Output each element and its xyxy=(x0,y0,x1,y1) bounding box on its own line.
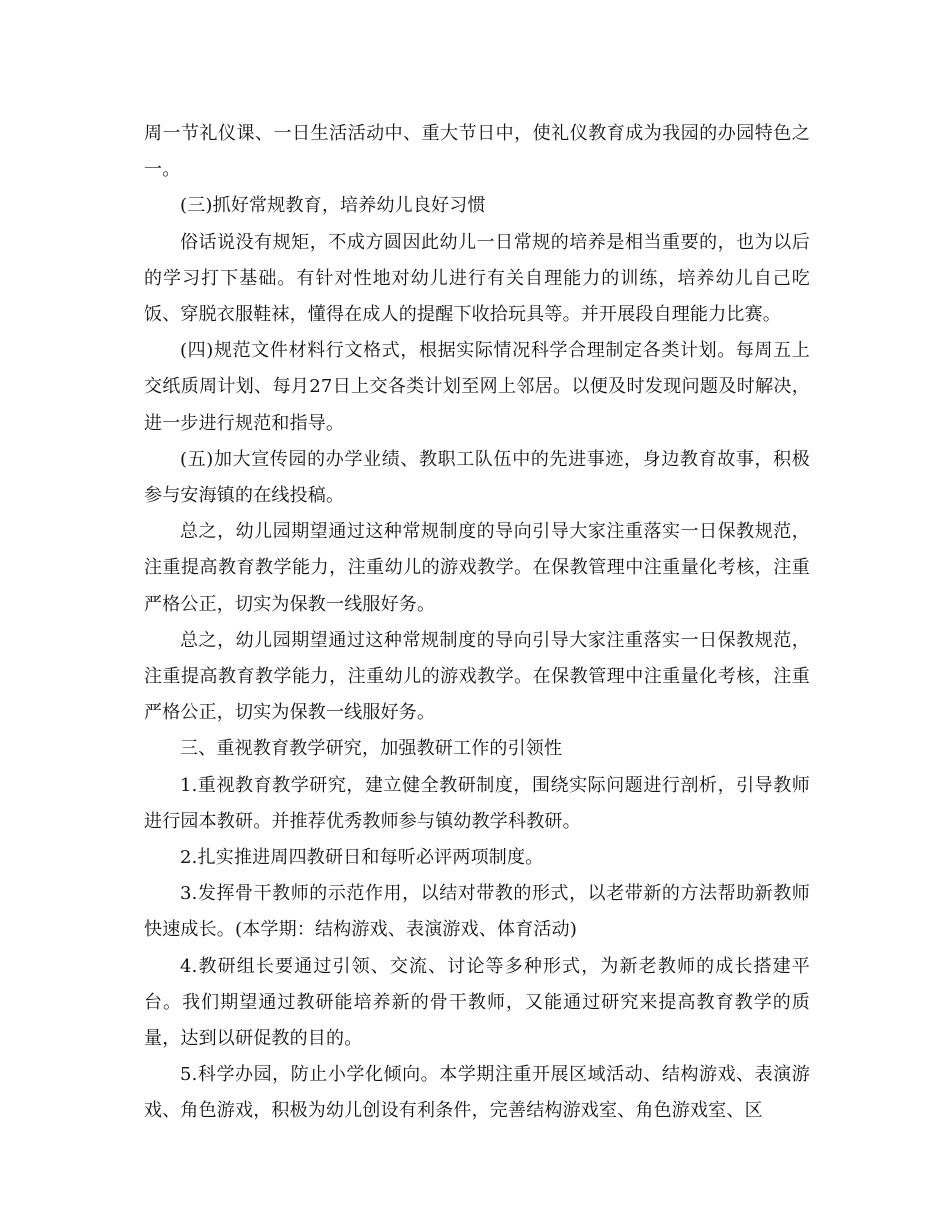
paragraph-2-heading: (三)抓好常规教育，培养幼儿良好习惯 xyxy=(180,195,486,217)
paragraph-1: 周一节礼仪课、一日生活活动中、重大节日中，使礼仪教育成为我园的办园特色之一。 xyxy=(144,123,810,181)
list-item-5: 5.科学办园，防止小学化倾向。本学期注重开展区域活动、结构游戏、表演游戏、角色游戏，积极为幼儿创设有利条件，完善结构游戏室、角色游戏室、区 xyxy=(144,1064,810,1122)
list-item-1: 1.重视教育教学研究，建立健全教研制度，围绕实际问题进行剖析，引导教师进行园本教研。并推荐优秀教师参与镇幼教学科教研。 xyxy=(144,774,810,832)
paragraph-5: (五)加大宣传园的办学业绩、教职工队伍中的先进事迹，身边教育故事，积极参与安海镇的在线投稿。 xyxy=(144,448,810,507)
list-item-3: 3.发挥骨干教师的示范作用，以结对带教的形式，以老带新的方法帮助新教师快速成长。(本学期：结构游戏、表演游戏、体育活动) xyxy=(144,883,810,941)
paragraph-6: 总之，幼儿园期望通过这种常规制度的导向引导大家注重落实一日保教规范，注重提高教育教学能力，注重幼儿的游戏教学。在保教管理中注重量化考核，注重严格公正，切实为保教一线服好务。 xyxy=(144,521,810,615)
paragraph-3: 俗话说没有规矩，不成方圆因此幼儿一日常规的培养是相当重要的，也为以后的学习打下基础。有针对性地对幼儿进行有关自理能力的训练，培养幼儿自己吃饭、穿脱衣服鞋袜，懂得在成人的提醒下收拾玩具等。并开展段自理能力比赛。 xyxy=(144,231,810,326)
paragraph-7: 总之，幼儿园期望通过这种常规制度的导向引导大家注重落实一日保教规范，注重提高教育教学能力，注重幼儿的游戏教学。在保教管理中注重量化考核，注重严格公正，切实为保教一线服好务。 xyxy=(144,629,810,724)
paragraph-4: (四)规范文件材料行文格式，根据实际情况科学合理制定各类计划。每周五上交纸质周计划、每月27日上交各类计划至网上邻居。以便及时发现问题及时解决，进一步进行规范和指导。 xyxy=(144,340,810,434)
list-item-2: 2.扎实推进周四教研日和每听必评两项制度。 xyxy=(180,847,544,869)
section-heading-3: 三、重视教育教学研究，加强教研工作的引领性 xyxy=(180,738,563,760)
document-body xyxy=(144,116,810,1130)
list-item-4: 4.教研组长要通过引领、交流、讨论等多种形式，为新老教师的成长搭建平台。我们期望通过教研能培养新的骨干教师，又能通过研究来提高教育教学的质量，达到以研促教的目的。 xyxy=(144,955,810,1050)
